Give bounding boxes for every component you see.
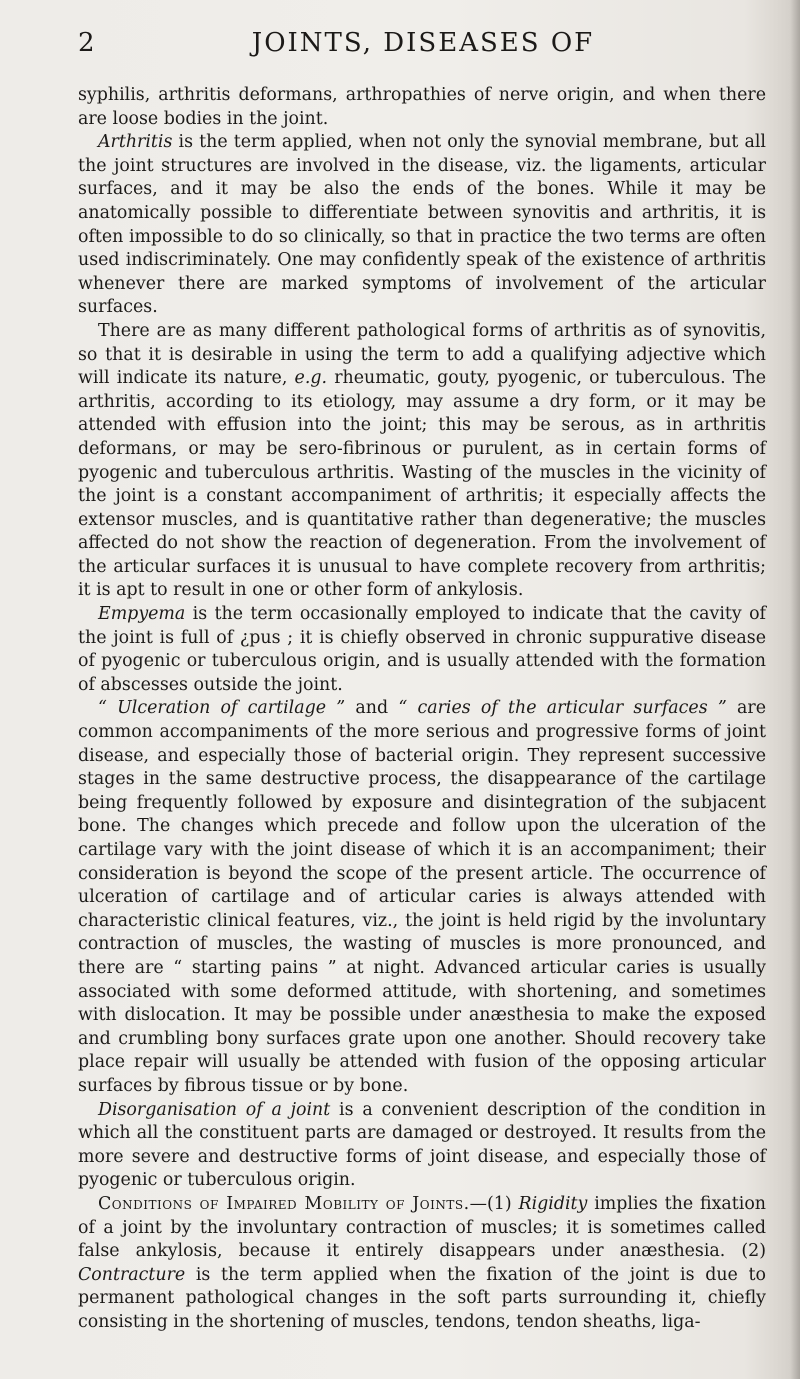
term-contracture: Contracture — [78, 1264, 186, 1285]
paragraph-continuation — [78, 84, 766, 131]
paragraph-pathological-forms — [78, 320, 766, 603]
paragraph-text: implies the fixation of a joint by the involuntary contraction of muscles; it is sometimes called false ankylosis, because it entirely disappears under anæsthesia. (2) — [78, 1193, 766, 1262]
paragraph-text: is the term applied, when not only the synovial membrane, but all the joint structures are involved in the disease, viz. the ligaments, articular surfaces, and it may be also the ends of the bones. While it may be anatomically possible to differentiate between synovitis and arthritis, it is often impossible to do so clinically, so that in practice the two terms are often used indiscriminately. One may confidently speak of the existence of arthritis whenever there are marked symptoms of involvement of the articular surfaces. — [78, 132, 766, 318]
term-empyema: Empyema — [98, 604, 186, 625]
paragraph-text: rheumatic, gouty, pyogenic, or tuberculous. The arthritis, according to its etiology, may assume a dry form, or it may be attended with effusion into the joint; this may be serous, as in arthritis deformans, or may be sero-fibrinous or purulent, as in certain forms of pyogenic and tuberculous arthritis. Wasting of the muscles in the vicinity of the joint is a constant accompaniment of arthritis; it especially affects the extensor muscles, and is quantitative rather than degenerative; the muscles affected do not show the reaction of degeneration. From the involvement of the articular surfaces it is unusual to have complete recovery from arthritis; it is apt to result in one or other form of ankylosis. — [78, 368, 766, 601]
term-disorganisation: Disorganisation of a joint — [98, 1099, 331, 1120]
paragraph-arthritis — [78, 131, 766, 320]
paragraph-empyema — [78, 603, 766, 697]
term-caries: “ caries of the articular surfaces ” — [398, 698, 727, 719]
page-edge-shadow — [790, 0, 800, 1379]
page-header — [78, 28, 768, 68]
paragraph-text: and — [345, 698, 399, 719]
term-rigidity: Rigidity — [518, 1193, 588, 1214]
paragraph-text: —(1) — [469, 1193, 519, 1214]
article-body — [78, 84, 766, 1334]
section-heading: Conditions of Impaired Mobility of Joints. — [98, 1193, 470, 1214]
paragraph-text: syphilis, arthritis deformans, arthropathies of nerve origin, and when there are loose bodies in the joint. — [78, 85, 766, 129]
paragraph-text: is a convenient description of the condition in which all the constituent parts are damaged or destroyed. It results from the more severe and destructive forms of joint disease, and especially those of pyogenic or tuberculous origin. — [78, 1099, 766, 1191]
term-ulceration-of-cartilage: “ Ulceration of cartilage ” — [98, 698, 346, 719]
running-title: JOINTS, DISEASES OF — [251, 28, 595, 58]
paragraph-text: is the term occasionally employed to indicate that the cavity of the joint is full of ¿pus ; it is chiefly observed in chronic suppurative disease of pyogenic or tuberculous origin, and is usually attended with the formation of abscesses outside the joint. — [78, 604, 766, 695]
page-number: 2 — [78, 28, 96, 58]
paragraph-text: is the term applied when the fixation of the joint is due to permanent pathological changes in the soft parts surrounding it, chiefly consisting in the shortening of muscles, tendons, tendon sheaths, liga- — [78, 1264, 766, 1332]
paragraph-ulceration — [78, 697, 766, 1098]
term-arthritis: Arthritis — [98, 132, 173, 153]
paragraph-impaired-mobility — [78, 1193, 766, 1335]
paragraph-text: are common accompaniments of the more serious and progressive forms of joint disease, and especially those of bacterial origin. They represent successive stages in the same destructive process, the disappearance of the cartilage being frequently followed by exposure and disintegration of the subjacent bone. The changes which precede and follow upon the ulceration of the cartilage vary with the joint disease of which it is an accompaniment; their consideration is beyond the scope of the present article. The occurrence of ulceration of cartilage and of articular caries is always attended with characteristic clinical features, viz., the joint is held rigid by the involuntary contraction of muscles, the wasting of muscles is more pronounced, and there are “ starting pains ” at night. Advanced articular caries is usually associated with some deformed attitude, with shortening, and sometimes with dislocation. It may be possible under anæsthesia to make the exposed and crumbling bony surfaces grate upon one another. Should recovery take place repair will usually be attended with fusion of the opposing articular surfaces by fibrous tissue or by bone. — [78, 698, 766, 1096]
paragraph-text: There are as many different pathological forms of arthritis as of synovitis, so that it is desirable in using the term to add a qualifying adjective which will indicate its nature, — [78, 320, 766, 389]
abbreviation-eg: e.g. — [294, 368, 328, 389]
paragraph-disorganisation — [78, 1099, 766, 1193]
